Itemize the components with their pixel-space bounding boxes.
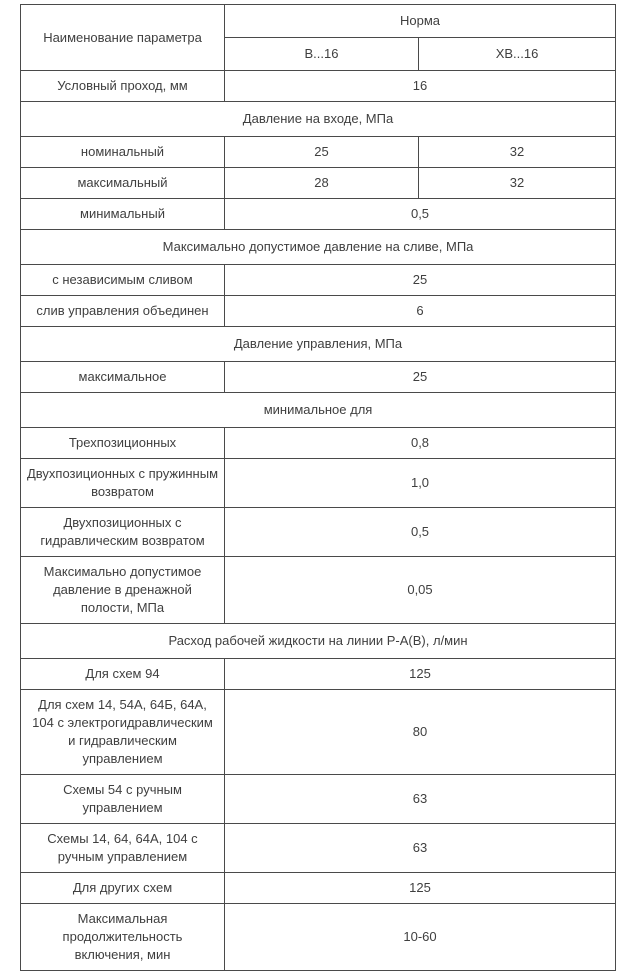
subheader-cell-xv16: ХВ...16 [419, 38, 616, 71]
table-row [21, 659, 616, 690]
value-cell: 25 [225, 265, 616, 296]
subheader-cell-v16: В...16 [225, 38, 419, 71]
param-label-cell: слив управления объединен [21, 296, 225, 327]
table-row [21, 296, 616, 327]
header-row-1 [21, 5, 616, 38]
value-cell: 32 [419, 168, 616, 199]
param-label-cell: с независимым сливом [21, 265, 225, 296]
table-row [21, 904, 616, 971]
value-cell: 0,5 [225, 508, 616, 557]
param-label-cell: Трехпозиционных [21, 428, 225, 459]
value-cell: 0,5 [225, 199, 616, 230]
table-row [21, 265, 616, 296]
param-label-cell: Схемы 14, 64, 64А, 104 с ручным управлением [21, 824, 225, 873]
section-label-cell: Давление на входе, МПа [21, 102, 616, 137]
param-label-cell: Двухпозиционных с гидравлическим возвратом [21, 508, 225, 557]
section-row [21, 624, 616, 659]
table-row [21, 71, 616, 102]
param-label-cell: Схемы 54 с ручным управлением [21, 775, 225, 824]
table-row [21, 690, 616, 775]
section-label-cell: Расход рабочей жидкости на линии Р-А(В), л/мин [21, 624, 616, 659]
param-label-cell: минимальный [21, 199, 225, 230]
value-cell: 125 [225, 873, 616, 904]
table-row [21, 824, 616, 873]
section-row [21, 230, 616, 265]
param-label-cell: Двухпозиционных с пружинным возвратом [21, 459, 225, 508]
value-cell: 125 [225, 659, 616, 690]
value-cell: 32 [419, 137, 616, 168]
param-label-cell: Для схем 14, 54А, 64Б, 64А, 104 с электрогидравлическим и гидравлическим управлением [21, 690, 225, 775]
param-label-cell: Для схем 94 [21, 659, 225, 690]
section-row [21, 393, 616, 428]
section-label-cell: минимальное для [21, 393, 616, 428]
value-cell: 1,0 [225, 459, 616, 508]
param-label-cell: максимальный [21, 168, 225, 199]
section-label-cell: Максимально допустимое давление на сливе, МПа [21, 230, 616, 265]
table-row [21, 775, 616, 824]
table-row [21, 428, 616, 459]
value-cell: 10-60 [225, 904, 616, 971]
header-cell-norm: Норма [225, 5, 616, 38]
header-cell-parameter-name: Наименование параметра [21, 5, 225, 71]
param-label-cell: максимальное [21, 362, 225, 393]
table-row [21, 459, 616, 508]
table-row [21, 199, 616, 230]
value-cell: 28 [225, 168, 419, 199]
table-row [21, 168, 616, 199]
table-row [21, 508, 616, 557]
value-cell: 80 [225, 690, 616, 775]
spec-table [20, 4, 616, 971]
value-cell: 16 [225, 71, 616, 102]
table-row [21, 557, 616, 624]
table-row [21, 137, 616, 168]
param-label-cell: Условный проход, мм [21, 71, 225, 102]
value-cell: 63 [225, 824, 616, 873]
section-row [21, 327, 616, 362]
value-cell: 6 [225, 296, 616, 327]
param-label-cell: Максимальная продолжительность включения, мин [21, 904, 225, 971]
param-label-cell: номинальный [21, 137, 225, 168]
value-cell: 63 [225, 775, 616, 824]
value-cell: 25 [225, 137, 419, 168]
value-cell: 0,8 [225, 428, 616, 459]
value-cell: 25 [225, 362, 616, 393]
section-label-cell: Давление управления, МПа [21, 327, 616, 362]
table-row [21, 873, 616, 904]
value-cell: 0,05 [225, 557, 616, 624]
table-row [21, 362, 616, 393]
param-label-cell: Для других схем [21, 873, 225, 904]
section-row [21, 102, 616, 137]
param-label-cell: Максимально допустимое давление в дренажной полости, МПа [21, 557, 225, 624]
